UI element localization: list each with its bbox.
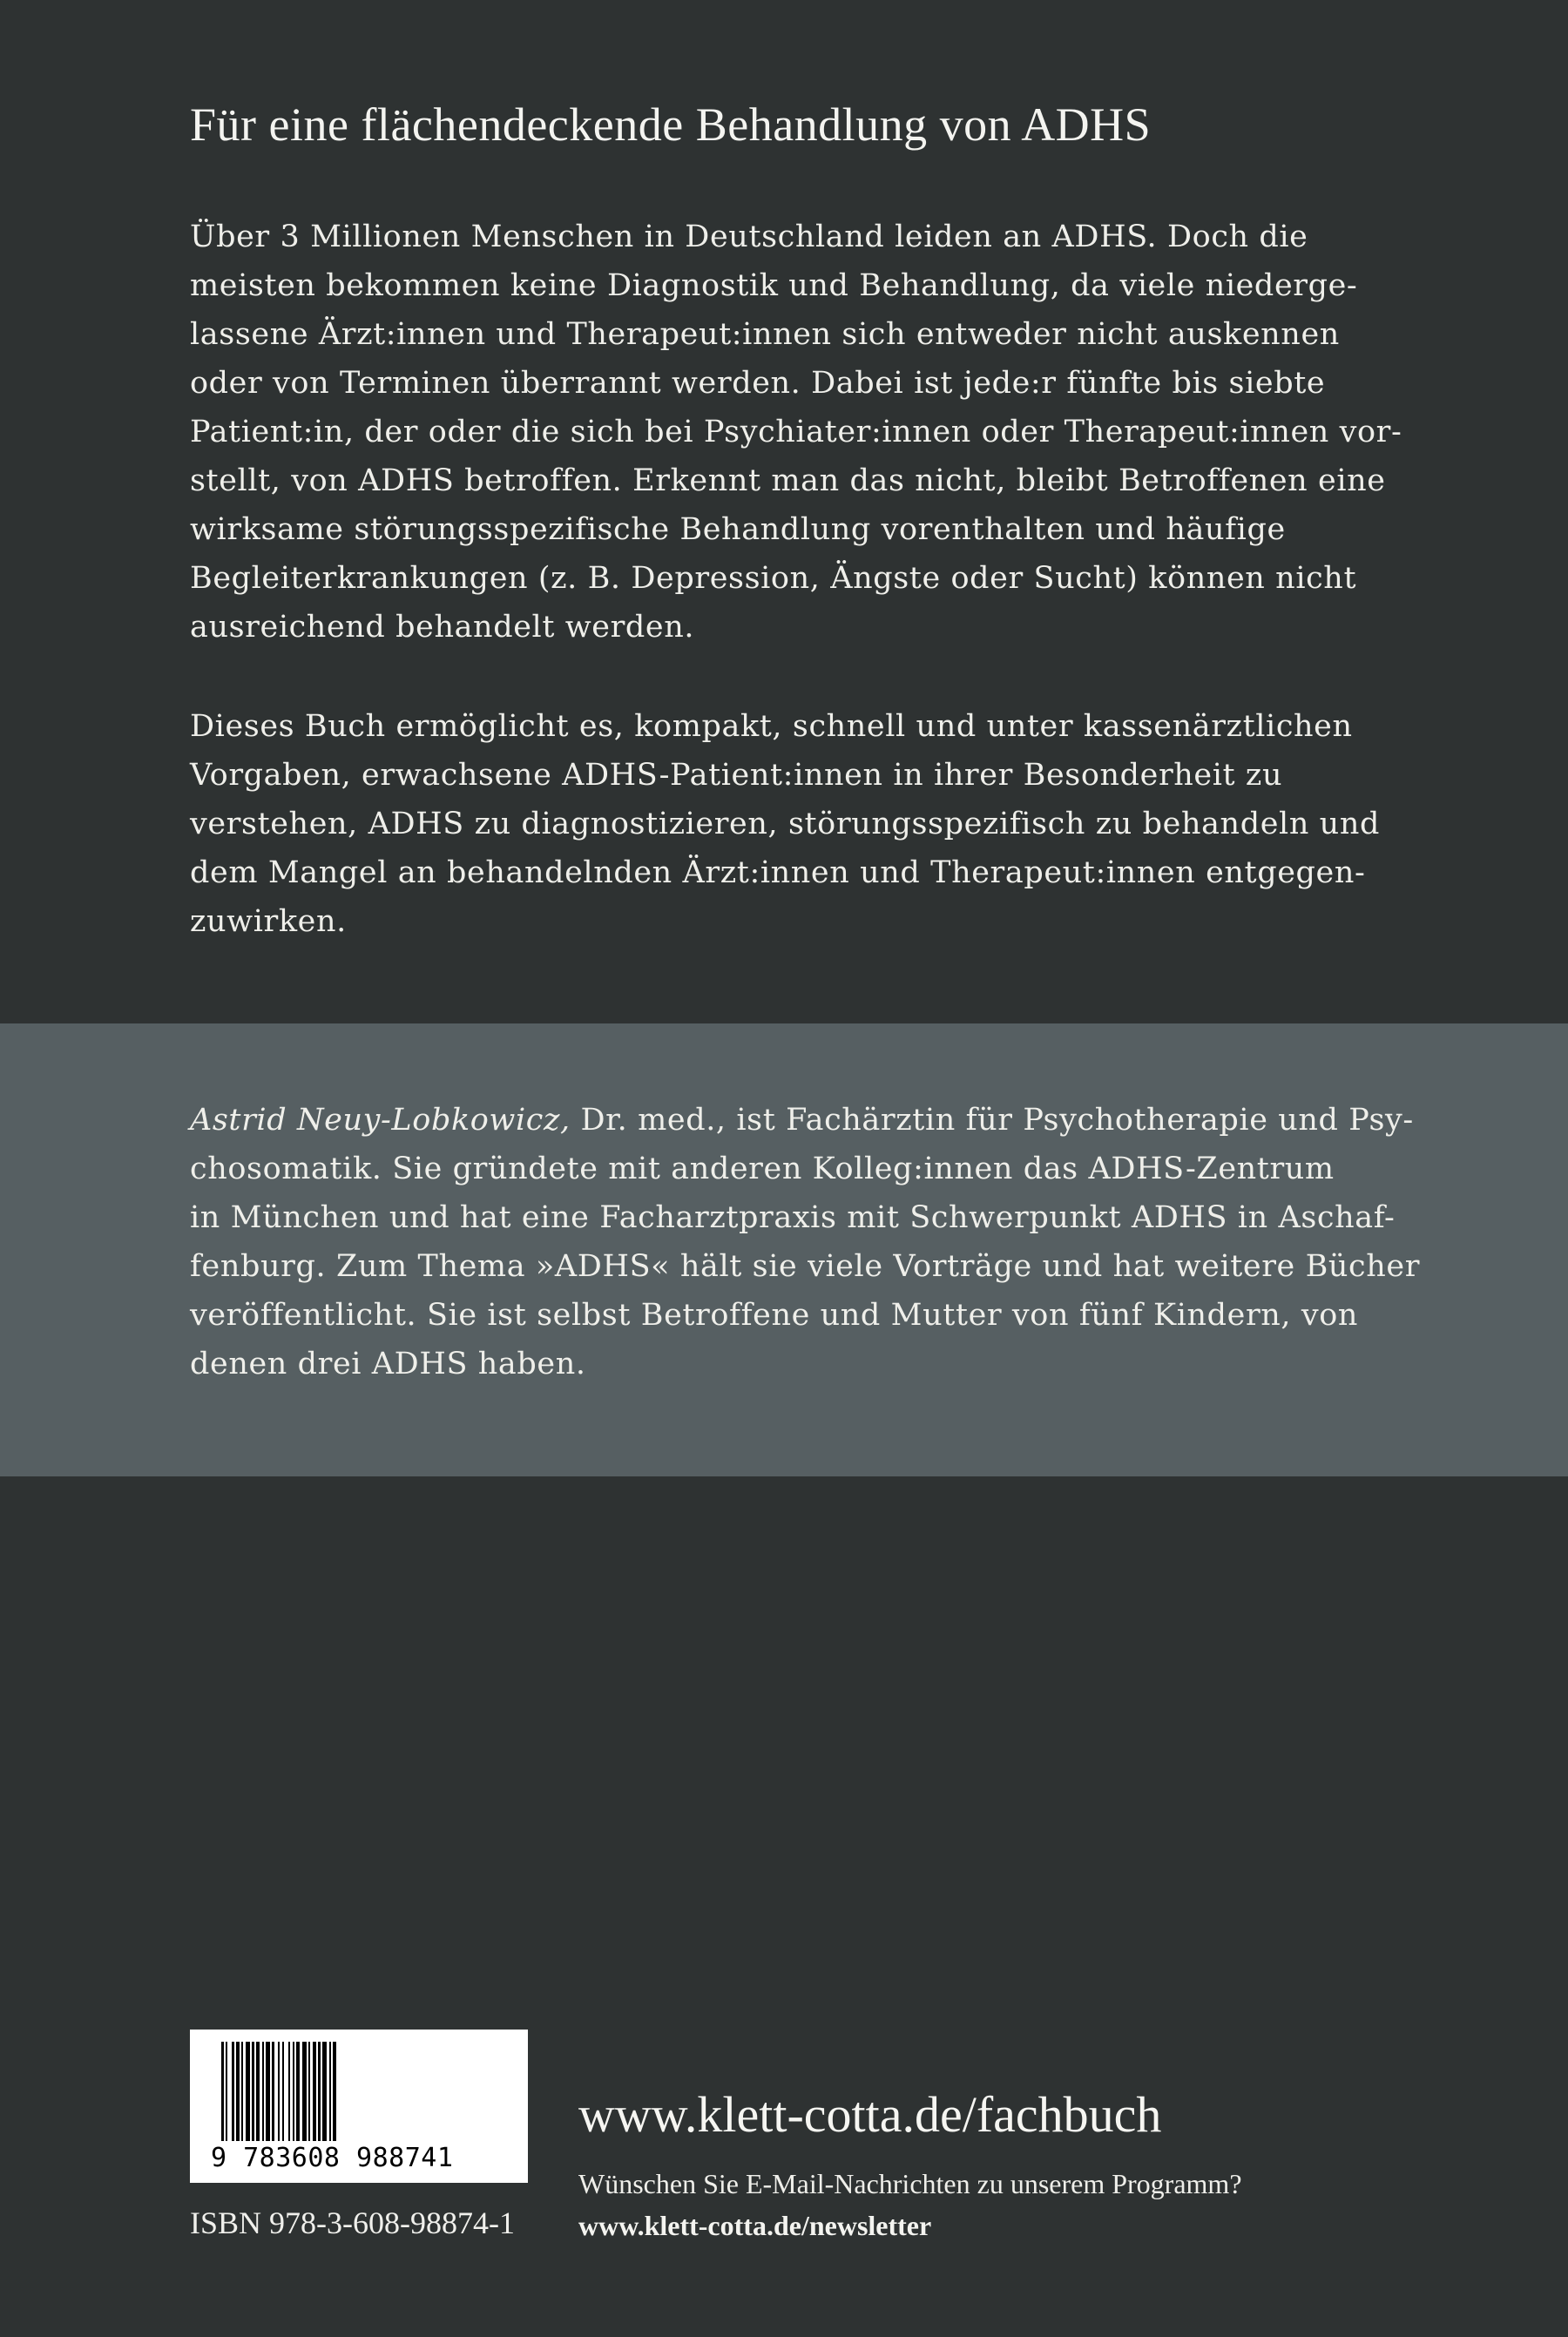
- barcode-bar: [278, 2042, 280, 2141]
- barcode-bar: [236, 2042, 240, 2141]
- text-line: Dieses Buch ermöglicht es, kompakt, schnell und unter kassenärztlichen: [190, 709, 1353, 744]
- text-line: Über 3 Millionen Menschen in Deutschland leiden an ADHS. Doch die: [190, 220, 1308, 254]
- barcode-bar: [282, 2042, 284, 2141]
- barcode-bar: [241, 2042, 243, 2141]
- author-bio: [190, 1096, 1420, 1388]
- barcode-bar: [266, 2042, 270, 2141]
- barcode-bar: [232, 2042, 234, 2141]
- barcode-bar: [329, 2042, 331, 2141]
- author-name: Astrid Neuy-Lobkowicz,: [190, 1103, 571, 1138]
- text-line: dem Mangel an behandelnden Ärzt:innen und Therapeut:innen entgegen-: [190, 855, 1366, 890]
- text-line: denen drei ADHS haben.: [190, 1347, 586, 1381]
- text-line: chosomatik. Sie gründete mit anderen Kolleg:innen das ADHS-Zentrum: [190, 1152, 1335, 1186]
- text-line: Patient:in, der oder die sich bei Psychiater:innen oder Therapeut:innen vor-: [190, 415, 1402, 449]
- barcode-bar: [246, 2042, 250, 2141]
- text-line: Begleiterkrankungen (z. B. Depression, Ängste oder Sucht) können nicht: [190, 561, 1357, 596]
- barcode-bar: [272, 2042, 274, 2141]
- text-line: lassene Ärzt:innen und Therapeut:innen sich entweder nicht auskennen: [190, 317, 1340, 352]
- text-line: wirksame störungsspezifische Behandlung vorenthalten und häufige: [190, 512, 1286, 547]
- barcode-bar: [318, 2042, 321, 2141]
- barcode-bar: [262, 2042, 264, 2141]
- barcode-bar: [252, 2042, 254, 2141]
- barcode-bar: [288, 2042, 290, 2141]
- text-line: veröffentlicht. Sie ist selbst Betroffene und Mutter von fünf Kindern, von: [190, 1298, 1359, 1333]
- barcode-bar: [313, 2042, 316, 2141]
- author-bio-first-line: Dr. med., ist Fachärztin für Psychotherapie und Psy-: [570, 1103, 1414, 1138]
- text-line: meisten bekommen keine Diagnostik und Behandlung, da viele niederge-: [190, 268, 1358, 303]
- barcode-bar: [221, 2042, 224, 2141]
- barcode-bar: [293, 2042, 294, 2141]
- text-line: verstehen, ADHS zu diagnostizieren, störungsspezifisch zu behandeln und: [190, 807, 1380, 841]
- text-line: Vorgaben, erwachsene ADHS-Patient:innen in ihrer Besonderheit zu: [190, 758, 1283, 793]
- newsletter-question: Wünschen Sie E-Mail-Nachrichten zu unserem Programm?: [578, 2168, 1242, 2199]
- barcode-bar: [256, 2042, 260, 2141]
- back-cover-heading: Für eine flächendeckende Behandlung von ADHS: [190, 98, 1152, 151]
- publisher-url-link[interactable]: www.klett-cotta.de/fachbuch: [578, 2086, 1162, 2143]
- book-purpose-paragraph: [190, 702, 1380, 946]
- text-line: ausreichend behandelt werden.: [190, 610, 695, 645]
- text-line: zuwirken.: [190, 904, 347, 939]
- intro-paragraph: [190, 213, 1402, 652]
- isbn-label: ISBN 978-3-608-98874-1: [190, 2205, 515, 2240]
- newsletter-url-link[interactable]: www.klett-cotta.de/newsletter: [578, 2210, 932, 2241]
- barcode-bar: [322, 2042, 327, 2141]
- barcode-bar: [308, 2042, 310, 2141]
- barcode: [190, 2030, 528, 2183]
- text-line: stellt, von ADHS betroffen. Erkennt man das nicht, bleibt Betroffenen eine: [190, 463, 1386, 498]
- barcode-bar: [296, 2042, 300, 2141]
- barcode-digits: 9 783608 988741: [211, 2143, 454, 2173]
- text-line: oder von Terminen überrannt werden. Dabei ist jede:r fünfte bis siebte: [190, 366, 1326, 401]
- text-line: [190, 1096, 1420, 1145]
- text-line: in München und hat eine Facharztpraxis mit Schwerpunkt ADHS in Aschaf-: [190, 1200, 1396, 1235]
- text-line: fenburg. Zum Thema »ADHS« hält sie viele Vorträge und hat weitere Bücher: [190, 1249, 1421, 1284]
- barcode-bar: [226, 2042, 227, 2141]
- barcode-bar: [302, 2042, 307, 2141]
- barcode-bar: [333, 2042, 336, 2141]
